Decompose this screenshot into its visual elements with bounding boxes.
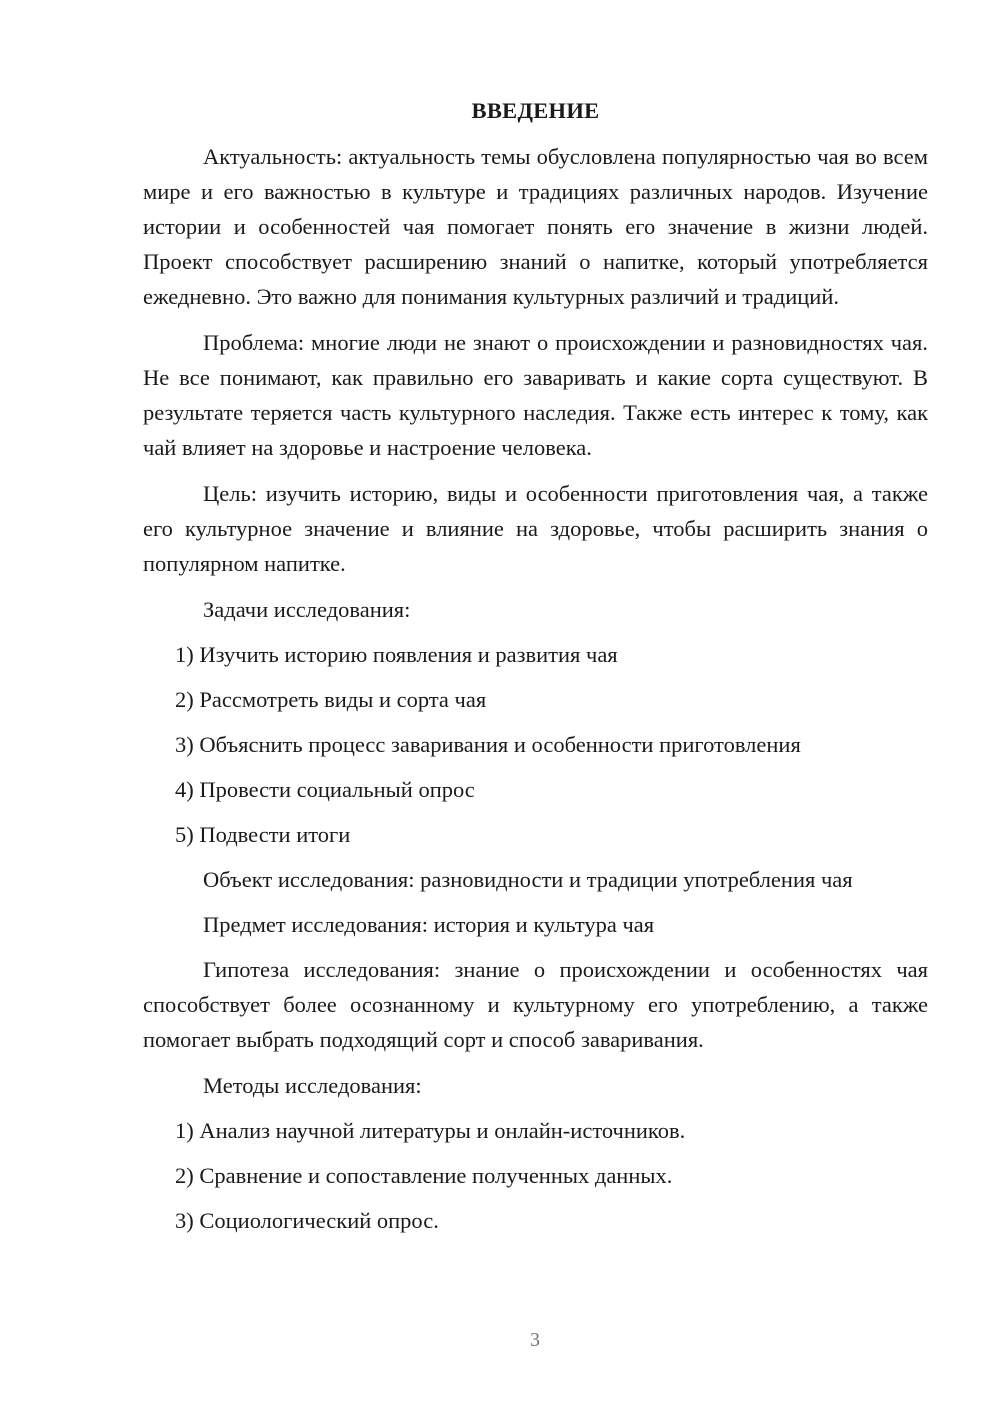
task-item: 1) Изучить историю появления и развития чая <box>175 642 618 667</box>
tasks-list <box>143 637 928 852</box>
relevance-paragraph: Актуальность: актуальность темы обусловлена популярностью чая во всем мире и его важностью в культуре и традициях различных народов. Изучение истории и особенностей чая помогает понять его значение в жизни людей. Проект способствует расширению знаний о напитке, который употребляется ежедневно. Это важно для понимания культурных различий и традиций. <box>143 144 928 309</box>
methods-list <box>143 1113 928 1238</box>
methods-heading: Методы исследования: <box>203 1073 422 1098</box>
task-item: 3) Объяснить процесс заваривания и особенности приготовления <box>175 732 801 757</box>
page-number: 3 <box>530 1329 540 1351</box>
problem-paragraph: Проблема: многие люди не знают о происхождении и разновидностях чая. Не все понимают, как правильно его заваривать и какие сорта существуют. В результате теряется часть культурного наследия. Также есть интерес к тому, как чай влияет на здоровье и настроение человека. <box>143 330 928 460</box>
research-object: Объект исследования: разновидности и традиции употребления чая <box>203 867 853 892</box>
research-subject: Предмет исследования: история и культура чая <box>203 912 655 937</box>
method-item: 3) Социологический опрос. <box>175 1208 439 1233</box>
hypothesis-paragraph: Гипотеза исследования: знание о происхождении и особенностях чая способствует более осознанному и культурному его употреблению, а также помогает выбрать подходящий сорт и способ заваривания. <box>143 957 928 1052</box>
method-item: 1) Анализ научной литературы и онлайн-источников. <box>175 1118 686 1143</box>
goal-paragraph: Цель: изучить историю, виды и особенности приготовления чая, а также его культурное значение и влияние на здоровье, чтобы расширить знания о популярном напитке. <box>143 481 928 576</box>
task-item: 4) Провести социальный опрос <box>175 777 475 802</box>
task-item: 2) Рассмотреть виды и сорта чая <box>175 687 487 712</box>
section-title: ВВЕДЕНИЕ <box>471 98 600 123</box>
tasks-heading: Задачи исследования: <box>203 597 411 622</box>
method-item: 2) Сравнение и сопоставление полученных данных. <box>175 1163 673 1188</box>
document-page <box>143 93 928 1238</box>
task-item: 5) Подвести итоги <box>175 822 351 847</box>
